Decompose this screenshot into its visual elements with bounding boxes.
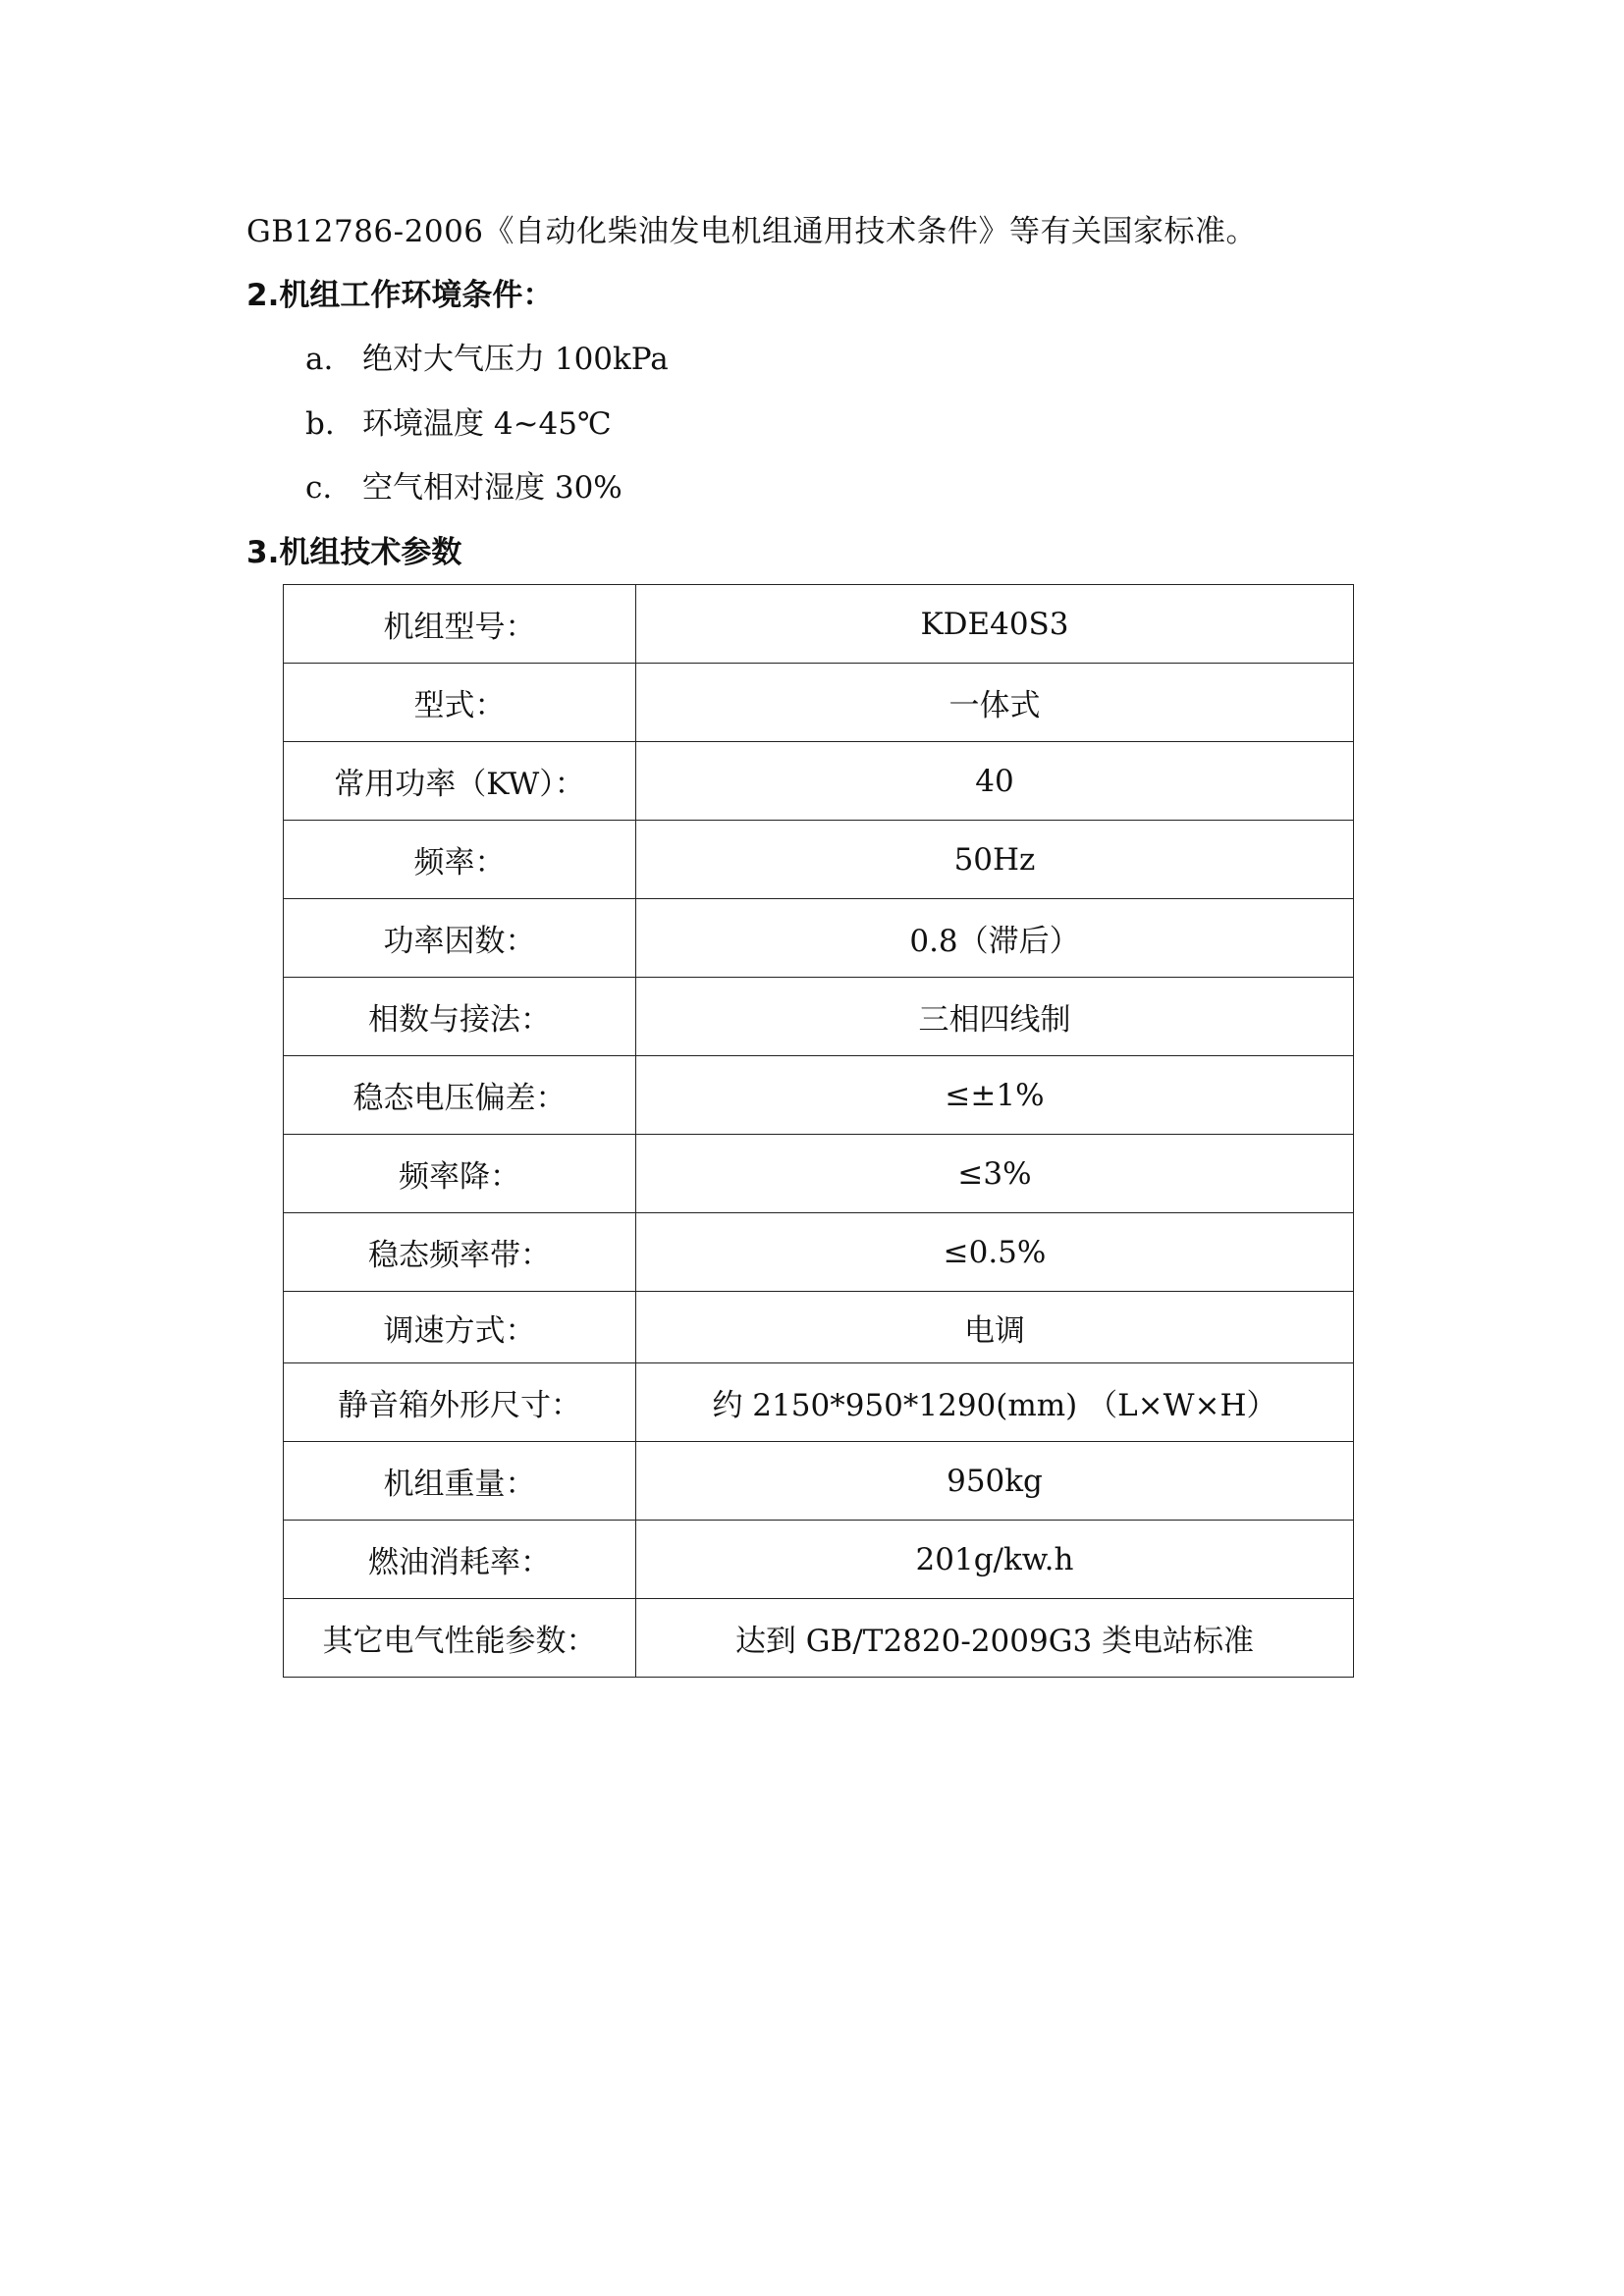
param-value: 电调 bbox=[636, 1292, 1354, 1363]
param-value: ≤±1% bbox=[636, 1056, 1354, 1135]
param-value: 50Hz bbox=[636, 821, 1354, 899]
table-row bbox=[284, 1599, 1354, 1678]
table-row bbox=[284, 899, 1354, 978]
condition-letter: c. bbox=[305, 470, 333, 506]
param-value: 三相四线制 bbox=[636, 978, 1354, 1056]
condition-text: 环境温度 4~45℃ bbox=[362, 406, 612, 442]
param-value: 40 bbox=[636, 742, 1354, 821]
param-label: 频率降： bbox=[284, 1135, 636, 1213]
table-row bbox=[284, 1292, 1354, 1363]
table-row bbox=[284, 664, 1354, 742]
param-value: 一体式 bbox=[636, 664, 1354, 742]
param-value: KDE40S3 bbox=[636, 585, 1354, 664]
param-label: 稳态频率带： bbox=[284, 1213, 636, 1292]
param-value: 达到 GB/T2820-2009G3 类电站标准 bbox=[636, 1599, 1354, 1678]
table-row bbox=[284, 1213, 1354, 1292]
param-label: 其它电气性能参数： bbox=[284, 1599, 636, 1678]
param-label: 调速方式： bbox=[284, 1292, 636, 1363]
param-label: 频率： bbox=[284, 821, 636, 899]
condition-text: 空气相对湿度 30% bbox=[362, 470, 623, 506]
param-value: ≤0.5% bbox=[636, 1213, 1354, 1292]
table-row bbox=[284, 821, 1354, 899]
condition-item bbox=[305, 468, 623, 507]
table-row bbox=[284, 1056, 1354, 1135]
condition-item bbox=[305, 340, 669, 379]
table-row bbox=[284, 585, 1354, 664]
technical-parameters-table bbox=[283, 584, 1354, 1678]
table-row bbox=[284, 978, 1354, 1056]
param-label: 相数与接法： bbox=[284, 978, 636, 1056]
param-value: 0.8（滞后） bbox=[636, 899, 1354, 978]
condition-letter: a. bbox=[305, 342, 334, 377]
table-row bbox=[284, 1135, 1354, 1213]
condition-text: 绝对大气压力 100kPa bbox=[362, 342, 669, 377]
param-label: 静音箱外形尺寸： bbox=[284, 1363, 636, 1442]
param-value: 201g/kw.h bbox=[636, 1521, 1354, 1599]
condition-item bbox=[305, 404, 612, 444]
table-row bbox=[284, 1521, 1354, 1599]
param-label: 机组重量： bbox=[284, 1442, 636, 1521]
param-label: 常用功率（KW）： bbox=[284, 742, 636, 821]
intro-paragraph: GB12786-2006《自动化柴油发电机组通用技术条件》等有关国家标准。 bbox=[246, 214, 1258, 249]
param-label: 燃油消耗率： bbox=[284, 1521, 636, 1599]
param-value: ≤3% bbox=[636, 1135, 1354, 1213]
param-value: 约 2150*950*1290(mm) （L×W×H） bbox=[636, 1363, 1354, 1442]
section-2-heading: 2.机组工作环境条件： bbox=[246, 278, 554, 313]
param-label: 功率因数： bbox=[284, 899, 636, 978]
condition-letter: b. bbox=[305, 406, 335, 442]
section-3-heading: 3.机组技术参数 bbox=[246, 535, 462, 570]
table-row bbox=[284, 1363, 1354, 1442]
param-label: 型式： bbox=[284, 664, 636, 742]
param-label: 稳态电压偏差： bbox=[284, 1056, 636, 1135]
table-row bbox=[284, 1442, 1354, 1521]
param-label: 机组型号： bbox=[284, 585, 636, 664]
table-row bbox=[284, 742, 1354, 821]
param-value: 950kg bbox=[636, 1442, 1354, 1521]
